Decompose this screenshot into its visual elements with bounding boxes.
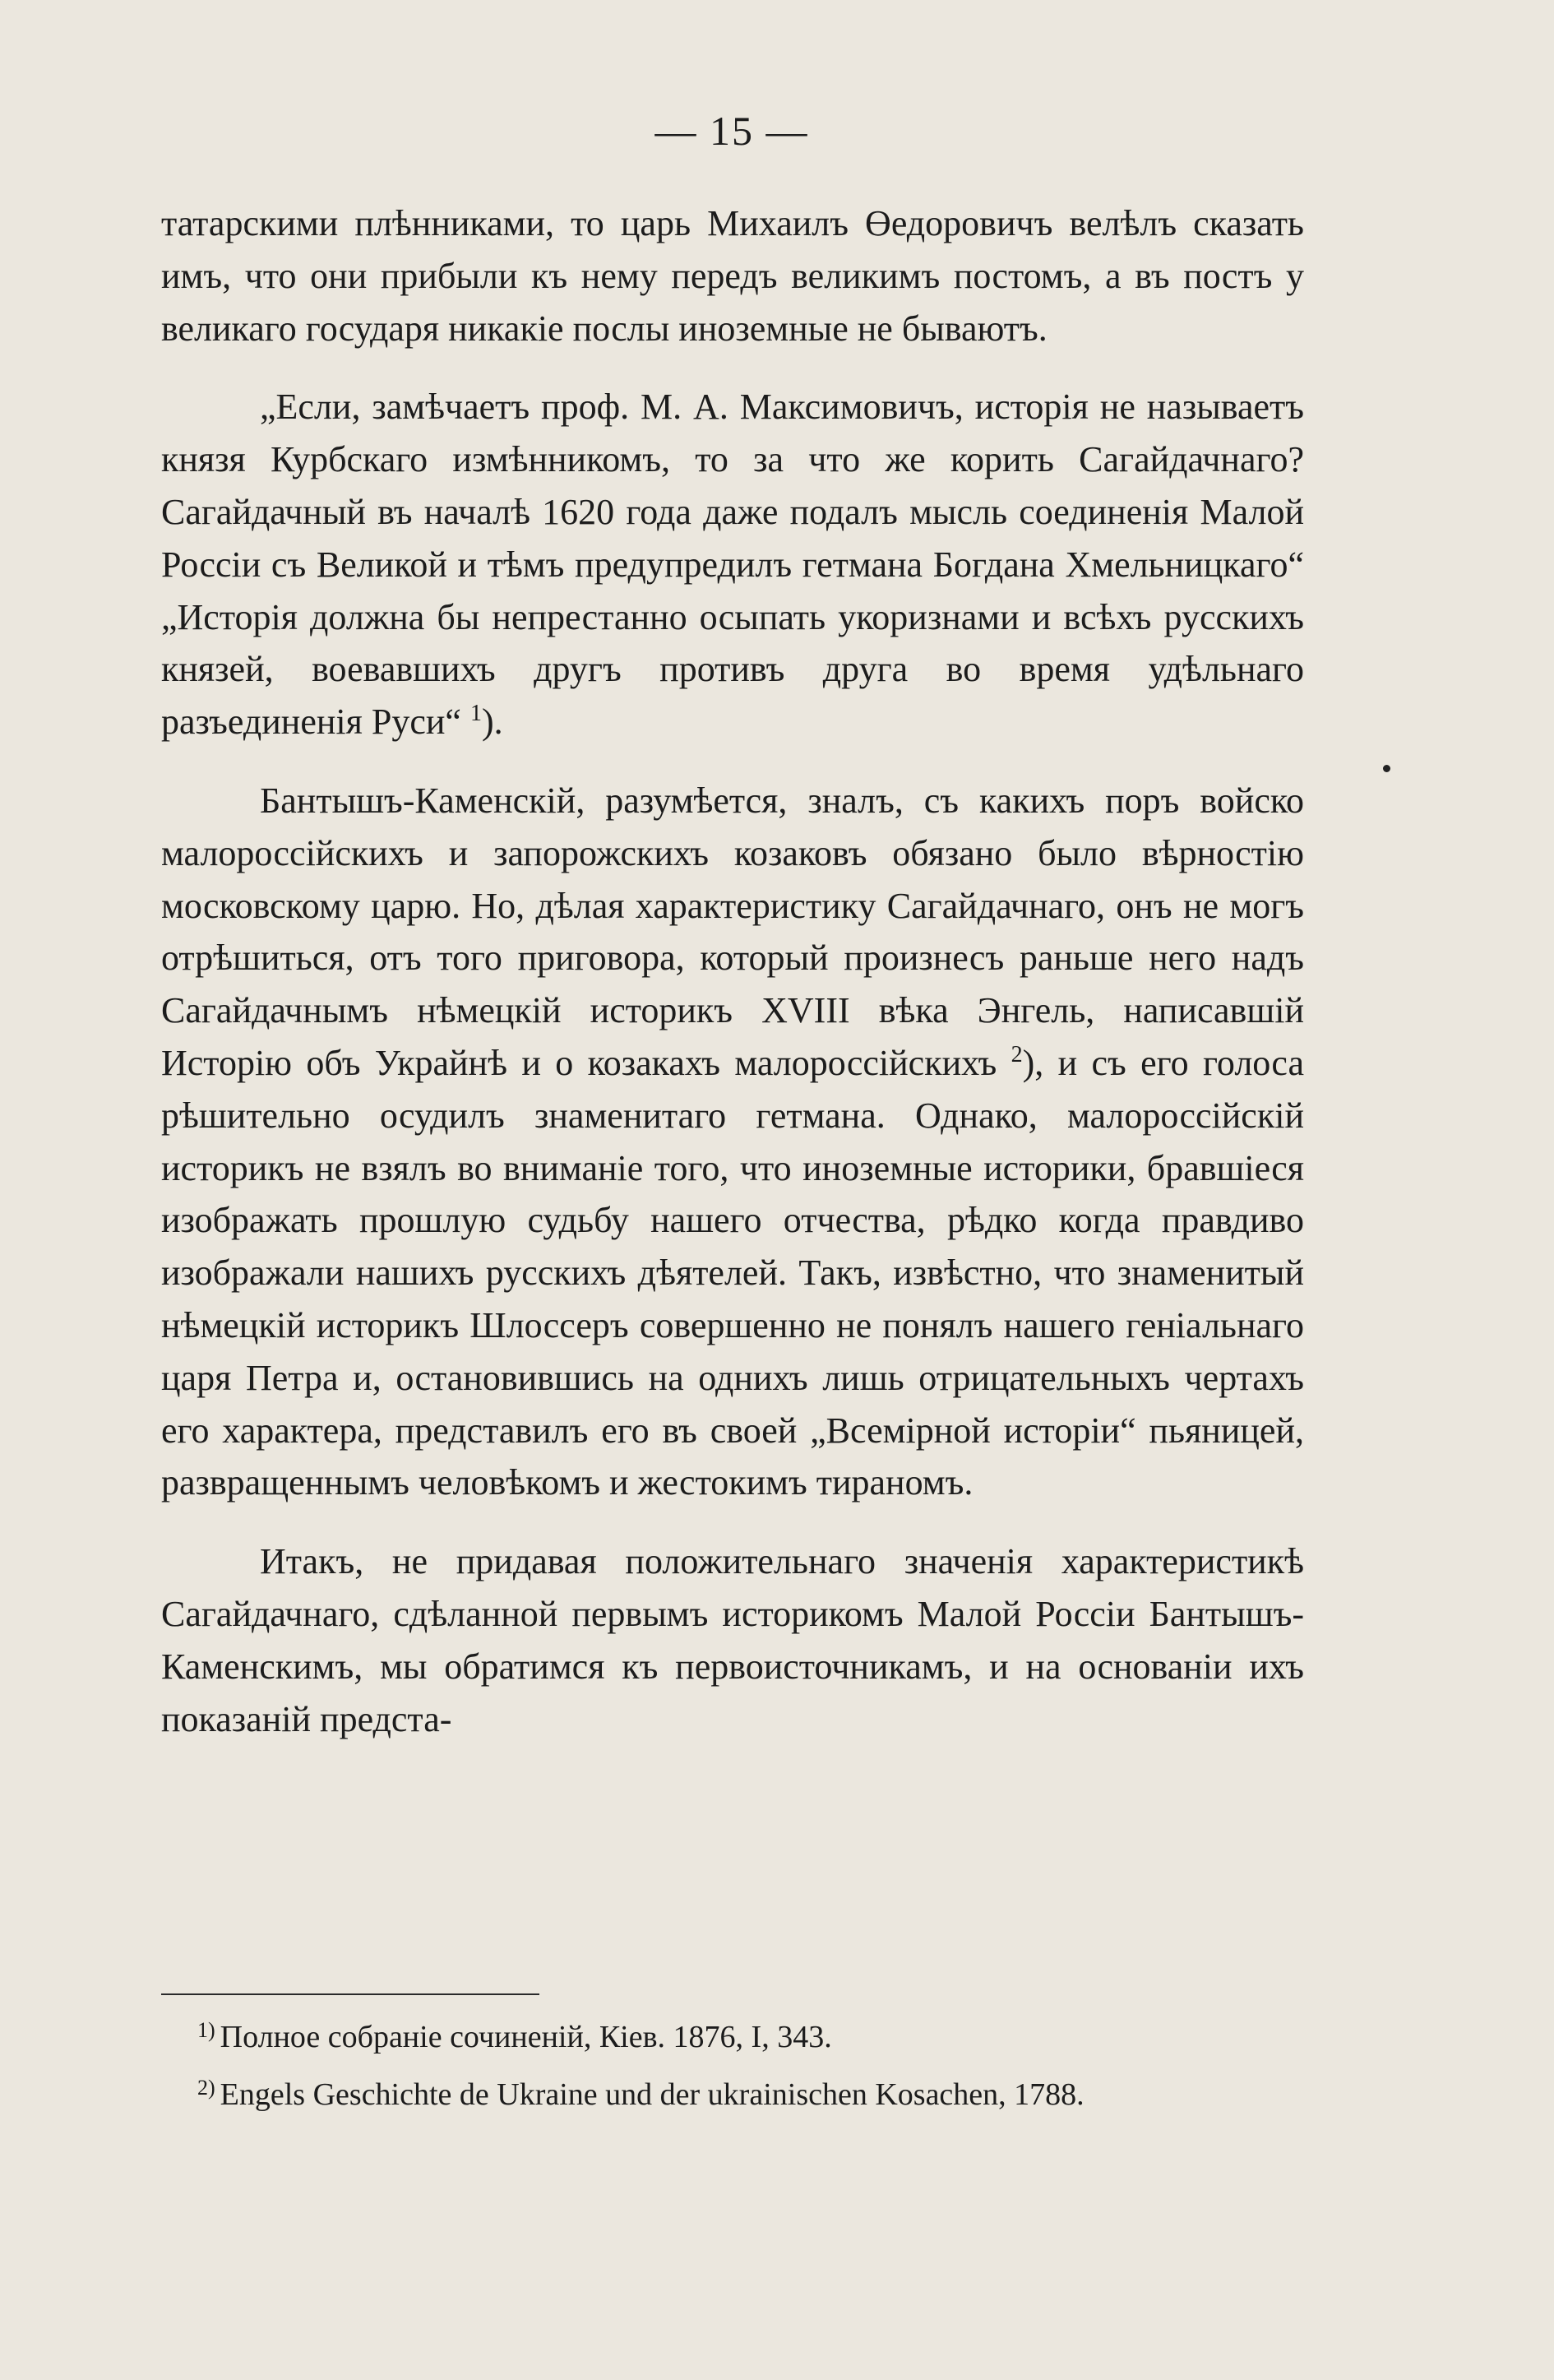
footnote-divider	[161, 1993, 539, 1995]
page-number: — 15 —	[654, 108, 809, 154]
paragraph-3-text: Бантышъ-Каменскій, разумѣется, зналъ, съ какихъ поръ войско малороссійскихъ и запорожскихъ козаковъ обязано было вѣрностію московскому царю. Но, дѣлая характеристику Сагайдачнаго, онъ не могъ отрѣшиться, отъ того приговора, который произнесъ раньше него надъ Сагайдачнымъ нѣмецкій историкъ XVIII вѣка Энгель, написавшій Исторію объ Украйнѣ и о козакахъ малороссійскихъ	[161, 780, 1304, 1083]
paragraph-4-text: Итакъ, не придавая положительнаго значенія характеристикѣ Сагайдачнаго, сдѣланной первымъ историкомъ Малой Россіи Бантышъ-Каменскимъ, мы обратимся къ первоисточникамъ, и на основаніи ихъ показаній предста-	[161, 1541, 1304, 1739]
footnote-ref-2: 2	[1011, 1041, 1023, 1067]
footnote-2-mark: 2)	[197, 2076, 215, 2100]
footnote-2	[197, 2063, 1307, 2120]
paragraph-3	[161, 775, 1304, 1509]
paragraph-4	[161, 1535, 1304, 1745]
footnote-2-text: Engels Geschichte de Ukraine und der ukrainischen Kosachen, 1788.	[220, 2077, 1085, 2112]
paragraph-2-tail: ).	[481, 701, 503, 743]
paragraph-2-text: „Если, замѣчаетъ проф. М. А. Максимовичъ, исторія не называетъ князя Курбскаго измѣнникомъ, то за что же корить Сагайдачнаго? Сагайдачный въ началѣ 1620 года даже подалъ мысль соединенія Малой Россіи съ Великой и тѣмъ предупредилъ гетмана Богдана Хмельницкаго“ „Исторія должна бы непрестанно осыпать укоризнами и всѣхъ русскихъ князей, воевавшихъ другъ противъ друга во время удѣльнаго разъединенія Руси“	[161, 387, 1304, 743]
footnote-1-mark: 1)	[197, 2018, 215, 2042]
footnote-1-text: Полное собраніе сочиненій, Кіев. 1876, I, 343.	[220, 2020, 832, 2054]
paragraph-3-tail: ), и съ его голоса рѣшительно осудилъ знаменитаго гетмана. Однако, малороссійскій историкъ не взялъ во вниманіе того, что иноземные историки, бравшіеся изображать прошлую судьбу нашего отчества, рѣдко когда правдиво изображали нашихъ русскихъ дѣятелей. Такъ, извѣстно, что знаменитый нѣмецкій историкъ Шлоссеръ совершенно не понялъ нашего геніальнаго царя Петра и, остановившись на однихъ лишь отрицательныхъ чертахъ его характера, представилъ его въ своей „Всемірной исторіи“ пьяницей, развращеннымъ человѣкомъ и жестокимъ тираномъ.	[161, 1042, 1304, 1503]
paragraph-2	[161, 381, 1304, 748]
footnotes	[197, 2005, 1307, 2120]
footnote-1	[197, 2005, 1307, 2063]
ink-speck	[1383, 765, 1390, 772]
footnote-ref-1: 1	[469, 701, 482, 727]
paragraph-1	[161, 197, 1304, 354]
paragraph-1-text: татарскими плѣнниками, то царь Михаилъ Өедоровичъ велѣлъ сказать имъ, что они прибыли къ нему передъ великимъ постомъ, а въ постъ у великаго государя никакіе послы иноземные не бываютъ.	[161, 203, 1304, 349]
body-text	[161, 197, 1304, 1771]
